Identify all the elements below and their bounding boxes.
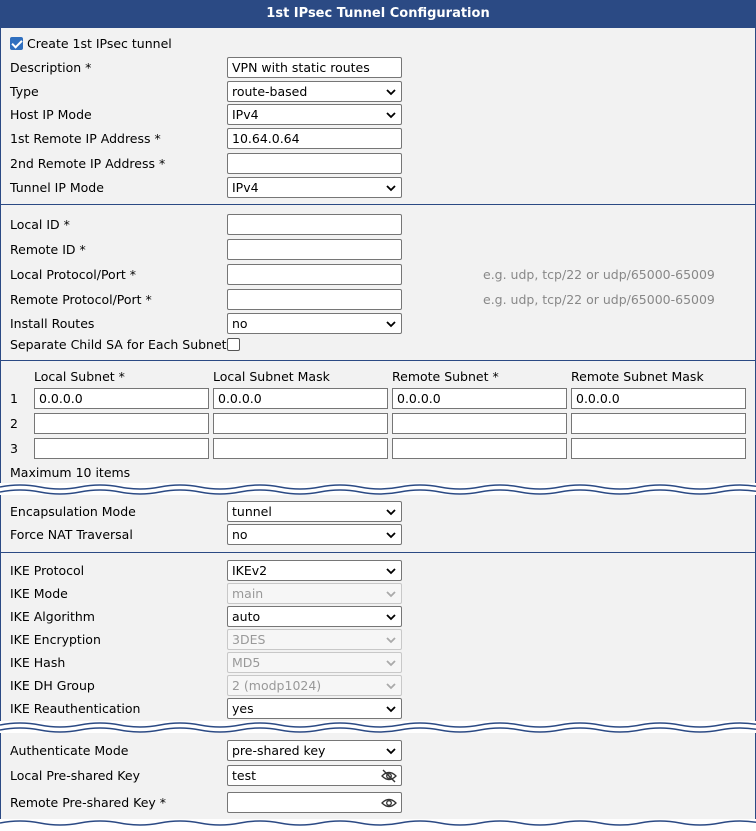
force-nat-value: no <box>232 527 248 542</box>
local-subnet-input[interactable] <box>34 438 209 459</box>
remote-ip-1-label: 1st Remote IP Address * <box>10 131 161 146</box>
force-nat-select[interactable] <box>227 524 402 545</box>
tunnel-ip-mode-select[interactable] <box>227 177 402 198</box>
ike-reauth-row <box>0 698 756 720</box>
local-id-row <box>0 214 756 236</box>
local-psk-value: test <box>232 768 257 783</box>
remote-psk-label: Remote Pre-shared Key * <box>10 795 167 810</box>
ike-mode-value: main <box>232 586 264 601</box>
remote-ip-2-label: 2nd Remote IP Address * <box>10 156 166 171</box>
chevron-down-icon <box>385 109 397 121</box>
create-tunnel-label: Create 1st IPsec tunnel <box>27 36 172 51</box>
chevron-down-icon <box>385 318 397 330</box>
ike-dh-group-select <box>227 675 402 696</box>
type-label: Type <box>10 84 39 99</box>
host-ip-mode-label: Host IP Mode <box>10 107 92 122</box>
encap-mode-row <box>0 501 756 523</box>
remote-ip-1-input[interactable]: 10.64.0.64 <box>227 128 402 149</box>
ike-protocol-row <box>0 560 756 582</box>
install-routes-select[interactable] <box>227 313 402 334</box>
ike-encryption-row <box>0 629 756 651</box>
ike-protocol-select[interactable] <box>227 560 402 581</box>
ike-mode-select <box>227 583 402 604</box>
remote-subnet-input[interactable] <box>392 438 567 459</box>
remote-subnet-mask-input[interactable] <box>571 438 746 459</box>
col-remote-subnet-mask: Remote Subnet Mask <box>571 369 704 384</box>
local-protocol-label: Local Protocol/Port * <box>10 267 136 282</box>
auth-mode-value: pre-shared key <box>232 743 326 758</box>
table-row <box>0 413 756 435</box>
ike-algorithm-select[interactable] <box>227 606 402 627</box>
section-break <box>0 819 756 831</box>
encap-mode-label: Encapsulation Mode <box>10 504 136 519</box>
remote-subnet-input[interactable] <box>392 413 567 434</box>
ike-encryption-value: 3DES <box>232 632 266 647</box>
remote-id-row <box>0 239 756 261</box>
separate-sa-row <box>0 334 756 356</box>
local-protocol-hint: e.g. udp, tcp/22 or udp/65000-65009 <box>483 267 715 282</box>
chevron-down-icon <box>385 634 397 646</box>
auth-mode-label: Authenticate Mode <box>10 743 129 758</box>
max-items-row <box>0 462 756 484</box>
chevron-down-icon <box>385 703 397 715</box>
chevron-down-icon <box>385 745 397 757</box>
remote-psk-row <box>0 792 756 814</box>
ike-algorithm-value: auto <box>232 609 261 624</box>
ike-hash-label: IKE Hash <box>10 655 66 670</box>
local-subnet-mask-input[interactable]: 0.0.0.0 <box>213 388 388 409</box>
type-value: route-based <box>232 84 308 99</box>
type-row <box>0 81 756 103</box>
section-break <box>0 483 756 495</box>
remote-ip-1-row <box>0 128 756 150</box>
row-number: 2 <box>10 416 18 431</box>
auth-mode-select[interactable] <box>227 740 402 761</box>
ike-dh-group-row <box>0 675 756 697</box>
ike-hash-row <box>0 652 756 674</box>
ike-protocol-label: IKE Protocol <box>10 563 85 578</box>
table-row <box>0 438 756 460</box>
section-divider <box>0 204 756 205</box>
separate-sa-label: Separate Child SA for Each Subnet <box>10 337 227 352</box>
tunnel-ip-mode-label: Tunnel IP Mode <box>10 180 104 195</box>
ike-encryption-label: IKE Encryption <box>10 632 101 647</box>
local-id-label: Local ID * <box>10 217 70 232</box>
host-ip-mode-value: IPv4 <box>232 107 259 122</box>
ike-mode-label: IKE Mode <box>10 586 68 601</box>
install-routes-label: Install Routes <box>10 316 95 331</box>
chevron-down-icon <box>385 565 397 577</box>
eye-icon[interactable] <box>381 796 397 810</box>
chevron-down-icon <box>385 657 397 669</box>
encap-mode-value: tunnel <box>232 504 272 519</box>
chevron-down-icon <box>385 588 397 600</box>
ike-mode-row <box>0 583 756 605</box>
ike-reauth-value: yes <box>232 701 254 716</box>
ike-algorithm-label: IKE Algorithm <box>10 609 95 624</box>
eye-slash-icon[interactable] <box>381 769 397 783</box>
local-psk-label: Local Pre-shared Key <box>10 768 140 783</box>
separate-sa-checkbox[interactable] <box>227 338 240 351</box>
chevron-down-icon <box>385 611 397 623</box>
local-psk-row <box>0 765 756 787</box>
remote-psk-input[interactable] <box>227 792 402 813</box>
chevron-down-icon <box>385 506 397 518</box>
tunnel-ip-mode-value: IPv4 <box>232 180 259 195</box>
ike-algorithm-row <box>0 606 756 628</box>
row-number: 1 <box>10 391 18 406</box>
encap-mode-select[interactable] <box>227 501 402 522</box>
local-id-input[interactable] <box>227 214 402 235</box>
subnet-table-header <box>0 366 756 388</box>
local-subnet-input[interactable] <box>34 413 209 434</box>
section-divider <box>0 360 756 361</box>
local-psk-input[interactable] <box>227 765 402 786</box>
install-routes-value: no <box>232 316 248 331</box>
remote-subnet-input[interactable]: 0.0.0.0 <box>392 388 567 409</box>
ike-hash-value: MD5 <box>232 655 261 670</box>
table-row <box>0 388 756 410</box>
chevron-down-icon <box>385 529 397 541</box>
host-ip-mode-row <box>0 104 756 126</box>
create-tunnel-row <box>0 33 756 55</box>
ike-hash-select <box>227 652 402 673</box>
force-nat-label: Force NAT Traversal <box>10 527 133 542</box>
ike-protocol-value: IKEv2 <box>232 563 268 578</box>
remote-subnet-mask-input[interactable] <box>571 413 746 434</box>
row-number: 3 <box>10 441 18 456</box>
force-nat-row <box>0 524 756 546</box>
remote-ip-2-input[interactable] <box>227 153 402 174</box>
description-row <box>0 57 756 79</box>
chevron-down-icon <box>385 182 397 194</box>
remote-protocol-hint: e.g. udp, tcp/22 or udp/65000-65009 <box>483 292 715 307</box>
col-remote-subnet: Remote Subnet * <box>392 369 499 384</box>
tunnel-ip-mode-row <box>0 177 756 199</box>
page-title: 1st IPsec Tunnel Configuration <box>0 0 756 29</box>
auth-mode-row <box>0 740 756 762</box>
local-subnet-input[interactable]: 0.0.0.0 <box>34 388 209 409</box>
remote-id-label: Remote ID * <box>10 242 86 257</box>
chevron-down-icon <box>385 86 397 98</box>
description-label: Description * <box>10 60 92 75</box>
ike-dh-group-label: IKE DH Group <box>10 678 95 693</box>
ike-reauth-select[interactable] <box>227 698 402 719</box>
max-items-note: Maximum 10 items <box>10 465 131 480</box>
ike-reauth-label: IKE Reauthentication <box>10 701 141 716</box>
remote-subnet-mask-input[interactable]: 0.0.0.0 <box>571 388 746 409</box>
section-break <box>0 721 756 733</box>
remote-ip-2-row <box>0 153 756 175</box>
col-local-subnet-mask: Local Subnet Mask <box>213 369 330 384</box>
host-ip-mode-select[interactable] <box>227 104 402 125</box>
remote-protocol-input[interactable] <box>227 289 402 310</box>
section-divider <box>0 552 756 553</box>
col-local-subnet: Local Subnet * <box>34 369 125 384</box>
description-input[interactable]: VPN with static routes <box>227 57 402 78</box>
ike-encryption-select <box>227 629 402 650</box>
remote-id-input[interactable] <box>227 239 402 260</box>
type-select[interactable] <box>227 81 402 102</box>
remote-protocol-row <box>0 289 756 311</box>
local-protocol-row <box>0 264 756 286</box>
local-protocol-input[interactable] <box>227 264 402 285</box>
ike-dh-group-value: 2 (modp1024) <box>232 678 322 693</box>
create-tunnel-checkbox[interactable] <box>10 37 23 50</box>
local-subnet-mask-input[interactable] <box>213 413 388 434</box>
install-routes-row <box>0 313 756 335</box>
local-subnet-mask-input[interactable] <box>213 438 388 459</box>
remote-protocol-label: Remote Protocol/Port * <box>10 292 152 307</box>
chevron-down-icon <box>385 680 397 692</box>
